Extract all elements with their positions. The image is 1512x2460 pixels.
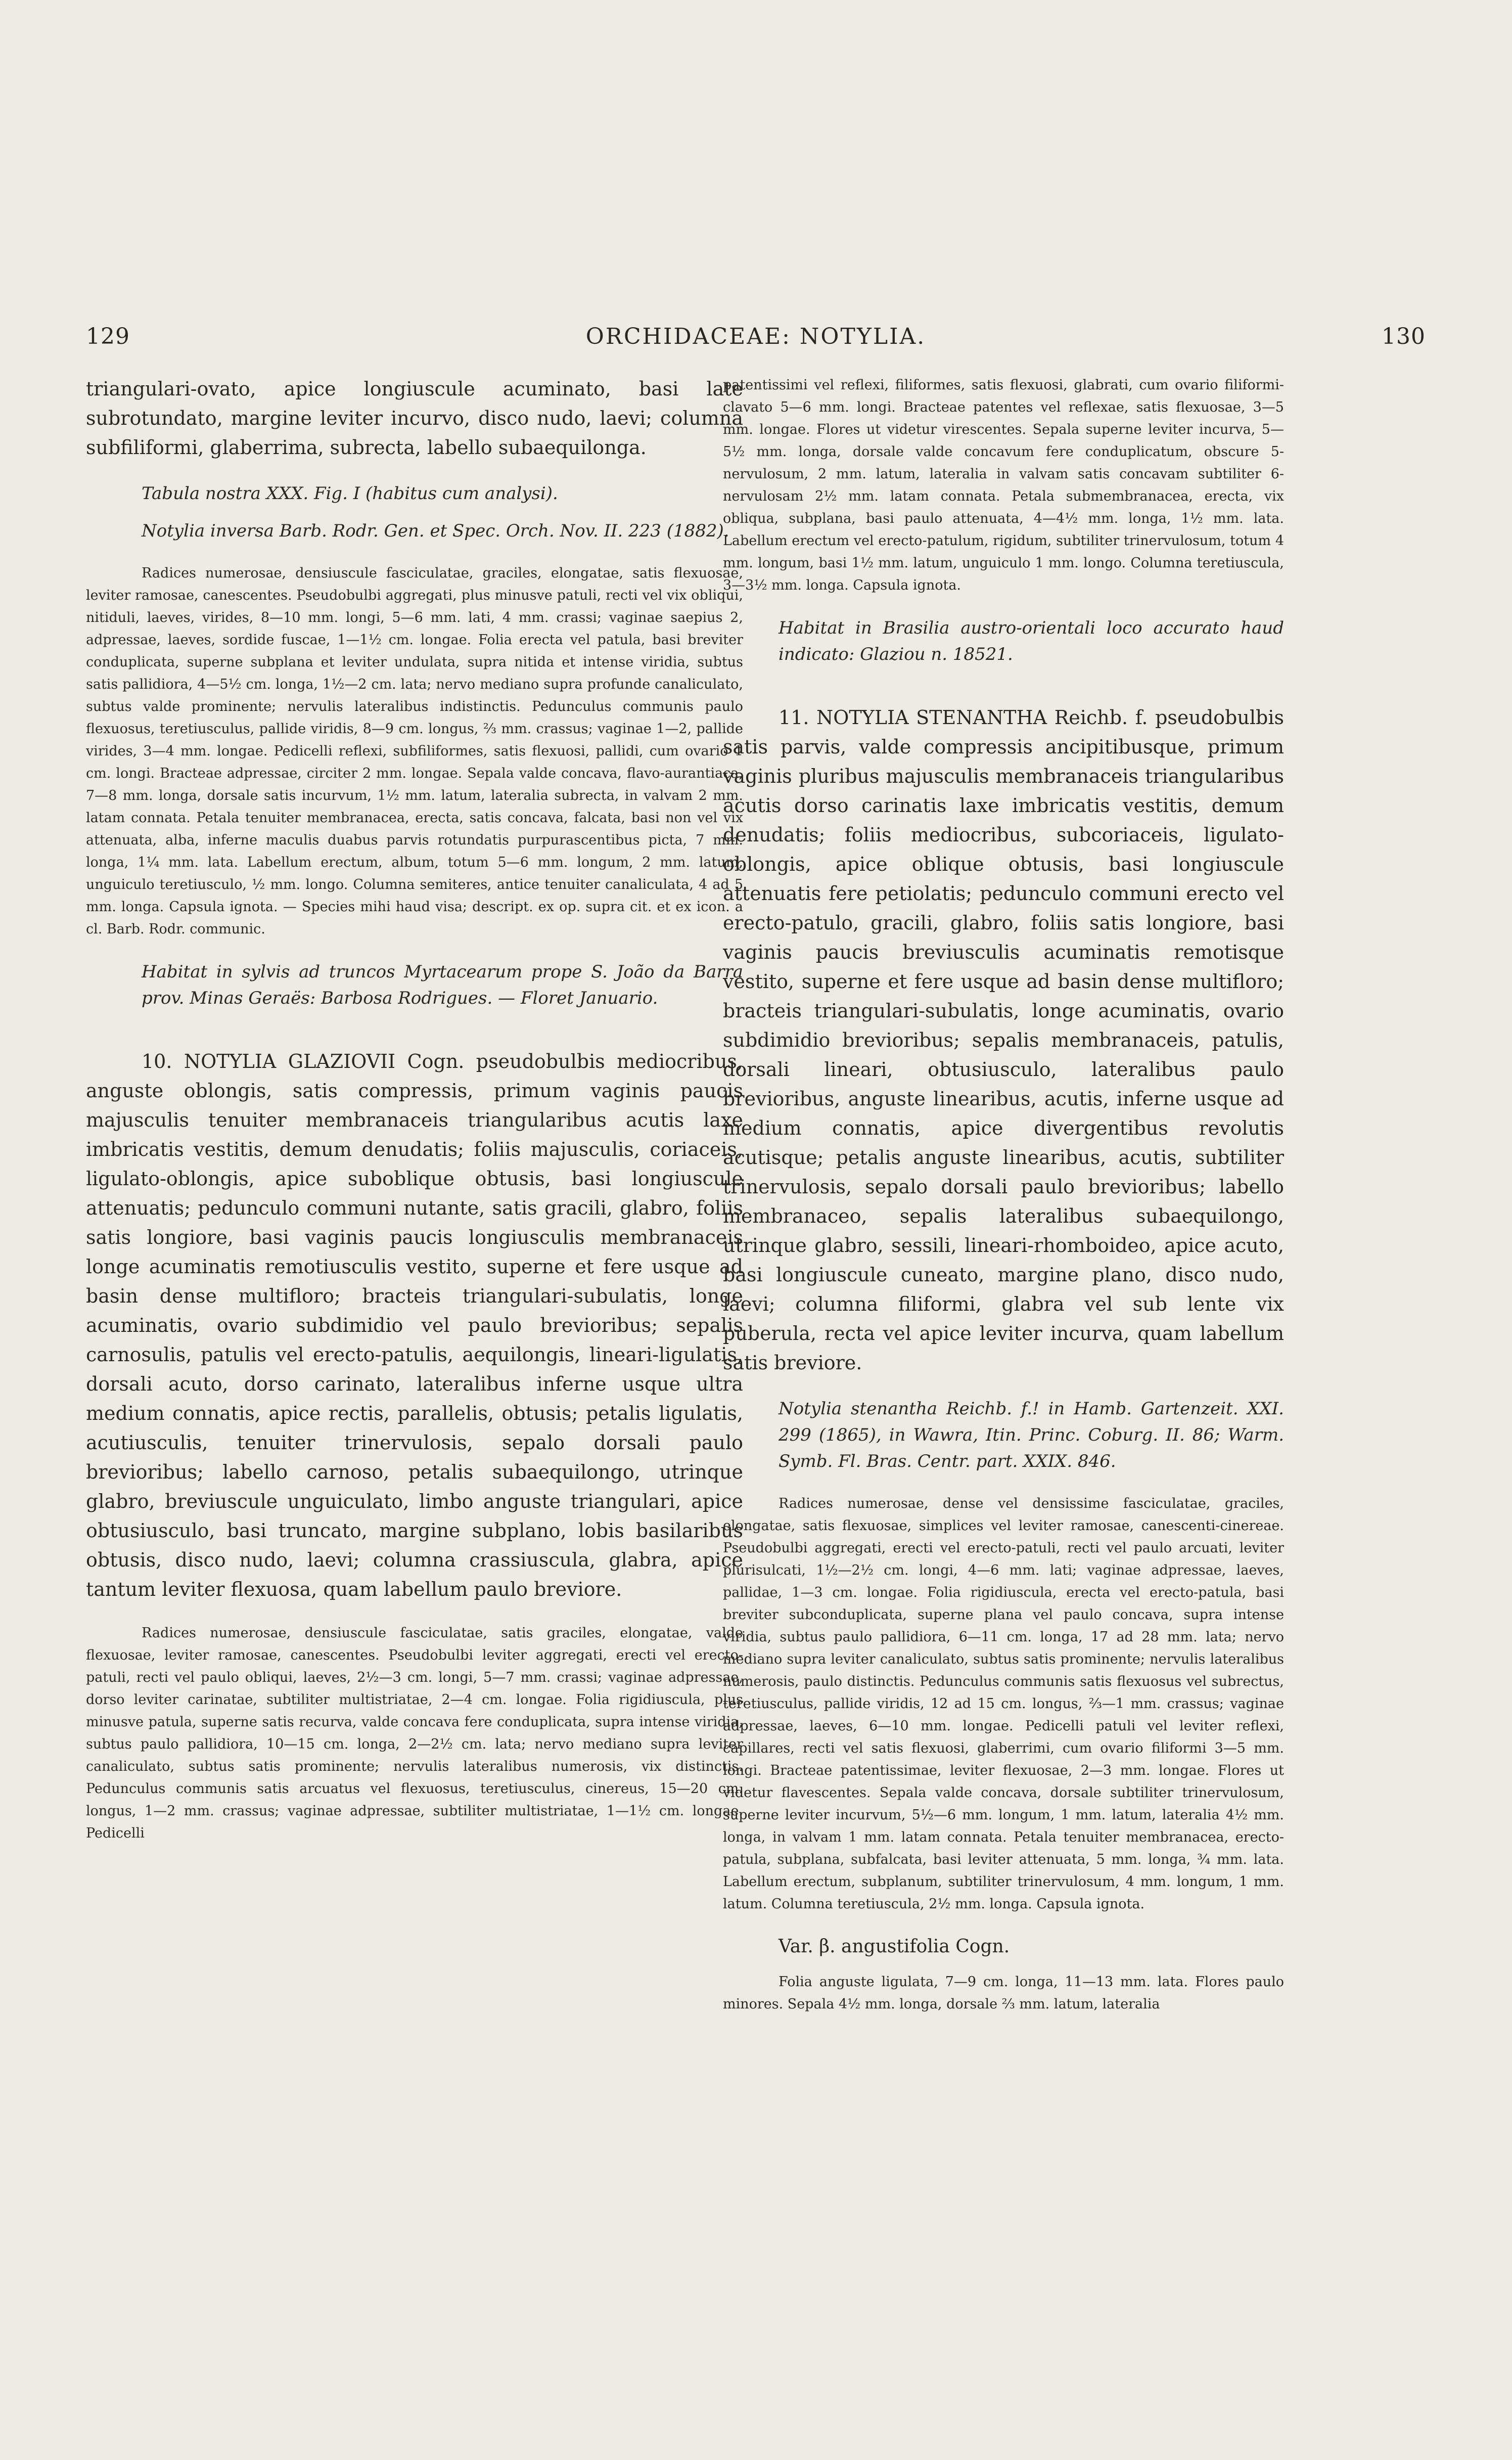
synonym-citation: Notylia inversa Barb. Rodr. Gen. et Spec. Orch. Nov. II. 223 (1882). — [142, 521, 729, 541]
species-10-description: Radices numerosae, densiuscule fasciculatae, satis graciles, elongatae, valde flexuosae, leviter ramosae, canescentes. Pseudobulbi leviter aggregati, erecti vel erecto-patuli, recti vel paulo obliqui, laeves, 2½—3 cm. longi, 5—7 mm. crassi; vaginae adpressae, dorso leviter carinatae, subtiliter multistriatae, 2—4 cm. longae. Folia rigidiuscula, plus minusve patula, superne satis recurva, valde concava fere conduplicata, supra intense viridia, subtus paulo pallidiora, 10—15 cm. longa, 2—2½ cm. lata; nervo mediano supra leviter canaliculato, subtus satis prominente; nervulis lateralibus numerosis, vix distinctis. Pedunculus communis satis arcuatus vel flexuosus, teretiusculus, cinereus, 15—20 cm. longus, 1—2 mm. crassus; vaginae adpressae, subtiliter multistriatae, 1—1½ cm. longae. Pedicelli — [86, 1625, 743, 1841]
species-11-description: Radices numerosae, dense vel densissime fasciculatae, graciles, elongatae, satis flexuosae, simplices vel leviter ramosae, canescenti-cinereae. Pseudobulbi aggregati, erecti vel erecto-patuli, recti vel paulo arcuati, leviter plurisulcati, 1½—2½ cm. longi, 4—6 mm. lati; vaginae adpressae, laeves, pallidae, 1—3 cm. longae. Folia rigidiuscula, erecta vel erecto-patula, basi breviter subconduplicata, superne plana vel paulo concava, supra intense viridia, subtus paulo pallidiora, 6—11 cm. longa, 17 ad 28 mm. lata; nervo mediano supra leviter canaliculato, subtus satis prominente; nervulis lateralibus numerosis, paulo distinctis. Pedunculus communis satis flexuosus vel subrectus, teretiusculus, pallide viridis, 12 ad 15 cm. longus, ⅔—1 mm. crassus; vaginae adpressae, laeves, 6—10 mm. longae. Pedicelli patuli vel leviter reflexi, capillares, recti vel satis flexuosi, glaberrimi, cum ovario filiformi 3—5 mm. longi. Bracteae patentissimae, leviter flexuosae, 2—3 mm. longae. Flores ut videtur flavescentes. Sepala valde concava, dorsale subtiliter trinervulosum, superne leviter incurvum, 5½—6 mm. longum, 1 mm. latum, lateralia 4½ mm. longa, in valvam 1 mm. latam connata. Petala tenuiter membranacea, erecto-patula, subplana, subfalcata, basi leviter attenuata, 5 mm. longa, ¾ mm. lata. Labellum erectum, subplanum, subtiliter trinervulosum, 4 mm. longum, 1 mm. latum. Columna teretiuscula, 2½ mm. longa. Capsula ignota. — [723, 1496, 1284, 1912]
variety-description: Folia anguste ligulata, 7—9 cm. longa, 11—13 mm. lata. Flores paulo minores. Sepala 4½ mm. longa, dorsale ⅔ mm. latum, lateralia — [723, 1974, 1284, 2012]
variety-heading: Var. β. angustifolia Cogn. — [778, 1936, 1010, 1957]
running-title: ORCHIDACEAE: NOTYLIA. — [585, 324, 926, 349]
species-10-description-continued: patentissimi vel reflexi, filiformes, satis flexuosi, glabrati, cum ovario filiformi-clavato 5—6 mm. longi. Bracteae patentes vel reflexae, satis flexuosae, 3—5 mm. longae. Flores ut videtur virescentes. Sepala superne leviter incurva, 5—5½ mm. longa, dorsale valde concavum fere conduplicatum, obscure 5-nervulosum, 2 mm. latum, lateralia in valvam satis concavam subtiliter 6-nervulosam 2½ mm. latam connata. Petala submembranacea, erecta, vix obliqua, subplana, basi paulo attenuata, 4—4½ mm. longa, 1½ mm. lata. Labellum erectum vel erecto-patulum, rigidum, subtiliter trinervulosum, totum 4 mm. longum, basi 1½ mm. latum, unguiculo 1 mm. longo. Columna teretiuscula, 3—3½ mm. longa. Capsula ignota. — [723, 377, 1284, 593]
right-column — [723, 374, 1284, 2016]
detailed-description: Radices numerosae, densiuscule fasciculatae, graciles, elongatae, satis flexuosae, leviter ramosae, canescentes. Pseudobulbi aggregati, plus minusve patuli, recti vel vix obliqui, nitiduli, laeves, virides, 8—10 mm. longi, 5—6 mm. lati, 4 mm. crassi; vaginae saepius 2, adpressae, laeves, sordide fuscae, 1—1½ cm. longae. Folia erecta vel patula, basi breviter conduplicata, superne subplana et leviter undulata, supra nitida et intense viridia, subtus satis pallidiora, 4—5½ cm. longa, 1½—2 cm. lata; nervo mediano supra profunde canaliculato, subtus valde prominente; nervulis lateralibus indistinctis. Pedunculus communis paulo flexuosus, teretiusculus, pallide viridis, 8—9 cm. longus, ⅔ mm. crassus; vaginae 1—2, pallide virides, 3—4 mm. longae. Pedicelli reflexi, subfiliformes, satis flexuosi, pallidi, cum ovario 1 cm. longi. Bracteae adpressae, circiter 2 mm. longae. Sepala valde concava, flavo-aurantiaca, 7—8 mm. longa, dorsale satis incurvum, 1½ mm. latum, lateralia subrecta, in valvam 2 mm. latam connata. Petala tenuiter membranacea, erecta, satis concava, falcata, basi non vel vix attenuata, alba, inferne maculis duabus parvis rotundatis purpurascentibus picta, 7 mm. longa, 1¼ mm. lata. Labellum erectum, album, totum 5—6 mm. longum, 2 mm. latum, unguiculo teretiusculo, ½ mm. longo. Columna semiteres, antice tenuiter canaliculata, 4 ad 5 mm. longa. Capsula ignota. — Species mihi haud visa; descript. ex op. supra cit. et ex icon. a cl. Barb. Rodr. communic. — [86, 565, 743, 937]
page-header — [86, 324, 1426, 354]
habitat-note: Habitat in sylvis ad truncos Myrtacearum prope S. João da Barra prov. Minas Geraës: Barbosa Rodrigues. — Floret Januario. — [142, 962, 743, 1008]
page-number-left: 129 — [86, 324, 130, 349]
page-number-right: 130 — [1382, 324, 1426, 349]
continued-diagnosis: triangulari-ovato, apice longiuscule acuminato, basi late subrotundato, margine leviter incurvo, disco nudo, laevi; columna subfiliformi, glaberrima, subrecta, labello subaequilonga. — [86, 378, 743, 459]
plate-reference: Tabula nostra XXX. Fig. I (habitus cum analysi). — [142, 483, 558, 504]
species-10-habitat: Habitat in Brasilia austro-orientali loco accurato haud indicato: Glaziou n. 18521. — [778, 618, 1284, 664]
species-10-diagnosis: 10. NOTYLIA GLAZIOVII Cogn. pseudobulbis mediocribus, anguste oblongis, satis compressis, primum vaginis paucis majusculis tenuiter membranaceis triangularibus acutis laxe imbricatis vestitis, demum denudatis; foliis majusculis, coriaceis, ligulato-oblongis, apice subobliquе obtusis, basi longiuscule attenuatis; pedunculo communi nutante, satis gracili, glabro, foliis satis longiore, basi vaginis paucis longiusculis membranaceis longe acuminatis remotiusculis vestito, superne et fere usque ad basin dense multifloro; bracteis triangulari-subulatis, longe acuminatis, ovario subdimidio vel paulo brevioribus; sepalis carnosulis, patulis vel erecto-patulis, aequilongis, lineari-ligulatis, dorsali acuto, dorso carinato, lateralibus inferne usque ultra medium connatis, apice rectis, parallelis, obtusis; petalis ligulatis, acutiusculis, tenuiter trinervulosis, sepalo dorsali paulo brevioribus; labello carnoso, petalis subaequilongo, utrinque glabro, breviuscule unguiculato, limbo anguste triangulari, apice obtusiusculo, basi truncato, margine subplano, lobis basilaribus obtusis, disco nudo, laevi; columna crassiuscula, glabra, apice tantum leviter flexuosa, quam labellum paulo breviore. — [86, 1050, 743, 1600]
species-11-citation: Notylia stenantha Reichb. f.! in Hamb. Gartenzeit. XXI. 299 (1865), in Wawra, Itin. Princ. Coburg. II. 86; Warm. Symb. Fl. Bras. Centr. part. XXIX. 846. — [778, 1399, 1284, 1471]
left-column — [86, 374, 743, 1845]
species-11-diagnosis: 11. NOTYLIA STENANTHA Reichb. f. pseudobulbis satis parvis, valde compressis ancipitibusque, primum vaginis pluribus majusculis membranaceis triangularibus acutis dorso carinatis laxe imbricatis vestitis, demum denudatis; foliis mediocribus, subcoriaceis, ligulato-oblongis, apice oblique obtusis, basi longiuscule attenuatis fere petiolatis; pedunculo communi erecto vel erecto-patulo, gracili, glabro, foliis satis longiore, basi vaginis paucis breviusculis acuminatis remotisque vestito, superne et fere usque ad basin dense multifloro; bracteis triangulari-subulatis, longe acuminatis, ovario subdimidio brevioribus; sepalis membranaceis, patulis, dorsali lineari, obtusiusculo, lateralibus paulo brevioribus, anguste linearibus, acutis, inferne usque ad medium connatis, apice divergentibus revolutis acutisque; petalis anguste linearibus, acutis, subtiliter trinervulosis, sepalo dorsali paulo brevioribus; labello membranaceo, sepalis lateralibus subaequilongo, utrinque glabro, sessili, lineari-rhomboideo, apice acuto, basi longiuscule cuneato, margine plano, disco nudo, laevi; columna filiformi, glabra vel sub lente vix puberula, recta vel apice leviter incurva, quam labellum satis breviore. — [723, 706, 1284, 1374]
